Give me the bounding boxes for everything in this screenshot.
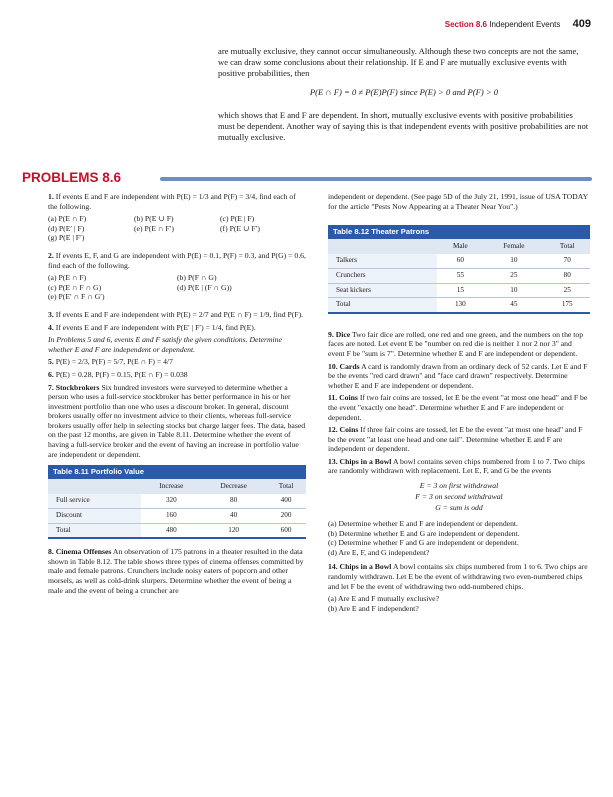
problem-1: 1. If events E and F are independent with P(E) = 1/3 and P(F) = 3/4, find each of the following.	[48, 192, 296, 211]
problem-11: 11. Coins If two fair coins are tossed, let E be the event "at most one head" and F be the event "exactly one head". Determine whether E and F are independent or dependent.	[328, 393, 588, 422]
problems-heading	[22, 170, 592, 186]
table-caption: Table 8.11 Portfolio Value	[48, 465, 306, 479]
instructions-5-6: In Problems 5 and 6, events E and F satisfy the given conditions. Determine whether E and F are independent or dependent.	[48, 335, 282, 354]
table-8-11: Table 8.11 Portfolio Value Increase Decrease Total Full service 320 80 400 Discount 160 40 200 Total 480 120 600	[48, 465, 306, 539]
right-column	[328, 192, 590, 614]
section-title: Independent Events	[489, 20, 561, 29]
problem-6: 6. P(E) = 0.28, P(F) = 0.15, P(E ∩ F) = 0.038	[48, 369, 188, 379]
table-row: Seat kickers 15 10 25	[328, 283, 590, 298]
section-label: Section 8.6	[444, 20, 487, 29]
intro-text	[218, 46, 590, 143]
problem-13: 13. Chips in a Bowl A bowl contains seven chips numbered from 1 to 7. Two chips are randomly withdrawn with replacement. Let E, F, and G be the events	[328, 456, 585, 476]
problem-2-parts: (a) P(E ∩ F) (b) P(F ∩ G) (c) P(E ∩ F ∩ G) (d) P(E | (F ∩ G)) (e) P(E′ ∩ F ∩ G′)	[48, 273, 232, 302]
table-row: Crunchers 55 25 80	[328, 268, 590, 283]
table-row: Talkers 60 10 70	[328, 254, 590, 268]
problem-8: 8. Cinema Offenses An observation of 175 patrons in a theater resulted in the data shown in Table 8.12. The table shows three types of cinema offenses committed by male and female patrons. Crunchers include noisy eaters of popcorn and other morsels, as well as cold-drink slurpers. Determine whether the event of being a male and the event of being a cruncher are	[48, 547, 304, 595]
table-row: Full service 320 80 400	[48, 494, 306, 508]
problem-3: 3. If events E and F are independent with P(E) = 2/7 and P(E ∩ F) = 1/9, find P(F).	[48, 309, 304, 319]
intro-paragraph-1: are mutually exclusive, they cannot occur simultaneously. Although these two concepts are not the same, we can draw some conclusions about their relationship. If E and F are mutually exclusive events with positive probabilities, then	[218, 46, 579, 78]
left-column	[48, 192, 306, 598]
problem-14: 14. Chips in a Bowl A bowl contains six chips numbered from 1 to 6. Two chips are randomly withdrawn. Let E be the event of withdrawing two even-numbered chips and let F be the event of withdrawing two odd-numbered chips.	[328, 562, 588, 591]
intro-equation: P(E ∩ F) = 0 ≠ P(E)P(F) since P(E) > 0 and P(F) > 0	[309, 87, 499, 97]
problem-14-parts: (a) Are E and F mutually exclusive? (b) Are E and F independent?	[328, 594, 440, 613]
problem-4: 4. If events E and F are independent with P(E′ | F′) = 1/4, find P(E).	[48, 322, 256, 332]
table-row: Discount 160 40 200	[48, 509, 306, 524]
problem-7: 7. Stockbrokers Six hundred investors were surveyed to determine whether a person who uses a full-service stockbroker has better performance in his or her investment portfolio than one who uses a discount broker. In general, discount brokers usually offer no investment advice to their clients, whereas full-service brokers usually offer help in selecting stocks but charge larger fees. The data, based on the past 12 months, are given in Table 8.11. Determine whether the event of having a full-service broker and the event of having an increase in portfolio value are independent or dependent.	[48, 382, 306, 459]
table-row: Total 480 120 600	[48, 523, 306, 537]
page-header	[445, 18, 591, 30]
problem-1-parts: (a) P(E ∩ F) (b) P(E ∪ F) (c) P(E | F) (d) P(E′ | F) (e) P(E ∩ F′) (f) P(E ∪ F′) (g) P(E | F′)	[48, 214, 260, 243]
problem-8-continued: independent or dependent. (See page 5D of the July 21, 1991, issue of USA TODAY for the article "Pests Now Appearing at a Theater Near You".)	[328, 192, 588, 211]
problems-title: PROBLEMS 8.6	[22, 170, 122, 185]
problem-12: 12. Coins If three fair coins are tossed, let E be the event "at most one head" and F be the event "at least one head and one tail". Determine whether E and F are independent or dependent.	[328, 425, 583, 454]
heading-rule	[160, 177, 592, 181]
problem-10: 10. Cards A card is randomly drawn from an ordinary deck of 52 cards. Let E and F be the events "red card drawn" and "face card drawn" respectively. Determine whether E and F are independent or dependent.	[328, 361, 588, 390]
problem-5: 5. P(E) = 2/3, P(F) = 5/7, P(E ∩ F) = 4/7	[48, 357, 173, 367]
problem-13-parts: (a) Determine whether E and F are independent or dependent. (b) Determine whether E and G are independent or dependent. (c) Determine whether F and G are independent or dependent. (d) Are E, F, and G independent?	[328, 519, 520, 557]
problem-2: 2. If events E, F, and G are independent with P(E) = 0.1, P(F) = 0.3, and P(G) = 0.6, find each of the following.	[48, 250, 306, 270]
problem-9: 9. Dice Two fair dice are rolled, one red and one green, and the numbers on the top faces are noted. Let event E be "number on red die is neither 1 nor 2 nor 3" and event F be "sum is 7". Determine whether E and F are independent or dependent.	[328, 329, 584, 358]
page-number: 409	[572, 18, 591, 30]
table-row: Total 130 45 175	[328, 298, 590, 312]
problem-13-events: E = 3 on first withdrawal F = 3 on second withdrawal G = sum is odd	[415, 481, 503, 513]
table-8-12: Table 8.12 Theater Patrons Male Female Total Talkers 60 10 70 Crunchers 55 25 80 Seat kickers 15 10 25 Total 130 45 175	[328, 225, 590, 314]
intro-paragraph-2: which shows that E and F are dependent. In short, mutually exclusive events with positive probabilities must be dependent. Another way of saying this is that independent events with positive probabilities are not mutually exclusive.	[218, 110, 589, 142]
table-caption: Table 8.12 Theater Patrons	[328, 225, 590, 239]
